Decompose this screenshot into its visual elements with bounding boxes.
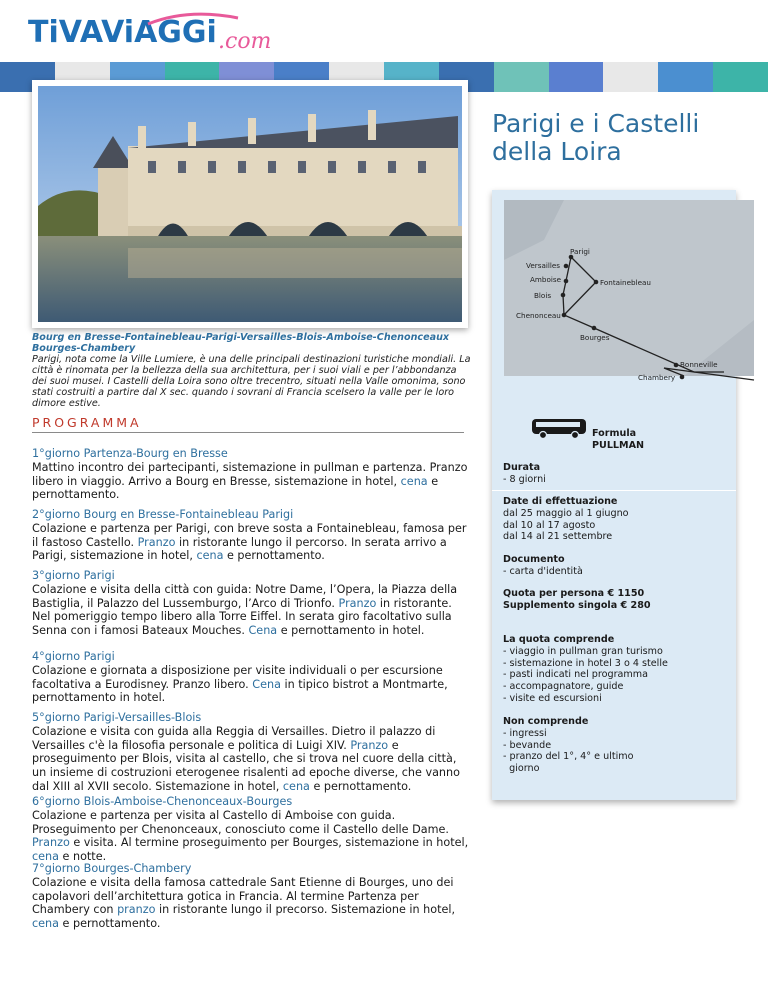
date-item: dal 25 maggio al 1 giugno [503, 507, 629, 519]
day-text: e pernottamento. [309, 779, 412, 793]
color-band-segment [658, 62, 713, 92]
comprende-item: - viaggio in pullman gran turismo [503, 645, 663, 657]
map-label-fontainebleau: Fontainebleau [600, 278, 651, 287]
day-description [32, 522, 472, 563]
tivaviaggi-logo [28, 8, 288, 54]
meal-highlight: cena [196, 549, 224, 563]
programma-heading: PROGRAMMA [32, 415, 142, 430]
day-description [32, 664, 472, 705]
sidebar-divider [492, 490, 736, 491]
bus-icon [530, 416, 588, 440]
date-label: Date di effettuazione [503, 496, 618, 507]
non-comprende-item: - ingressi [503, 727, 547, 739]
day-text: Colazione e giornata a disposizione per visite individuali o per escursione facoltativa a Eurodisney. Pranzo libero. [32, 663, 443, 691]
program-day [32, 650, 472, 705]
programma-divider [32, 432, 464, 433]
map-label-bourges: Bourges [580, 333, 610, 342]
non-comprende-item: giorno [503, 763, 540, 775]
non-comprende-item: - pranzo del 1°, 4° e ultimo [503, 751, 634, 763]
meal-highlight: cena [32, 850, 59, 864]
day-title: 7°giorno Bourges-Chambery [32, 862, 192, 875]
day-text: e pernottamento in hotel. [277, 624, 425, 638]
day-text: e pernottamento. [58, 917, 161, 931]
comprende-item: - sistemazione in hotel 3 o 4 stelle [503, 657, 668, 669]
map-label-bonneville: Bonneville [680, 360, 718, 369]
day-title: 2°giorno Bourg en Bresse-Fontainebleau Parigi [32, 508, 294, 521]
page-title: Parigi e i Castelli della Loira [492, 109, 700, 166]
meal-highlight: Cena [248, 624, 278, 638]
map-label-parigi: Parigi [570, 247, 590, 256]
day-description [32, 725, 472, 794]
formula-line2: PULLMAN [592, 439, 645, 451]
map-label-versailles: Versailles [526, 261, 561, 270]
durata-value: - 8 giorni [503, 473, 546, 485]
chateau-photo [32, 80, 468, 328]
meal-highlight: Pranzo [32, 836, 70, 850]
program-day [32, 569, 472, 638]
day-title: 5°giorno Parigi-Versailles-Blois [32, 711, 202, 724]
day-text: Colazione e visita della famosa cattedrale Sant Etienne di Bourges, uno dei capolavori dell’architettura gotica in Francia. Al termine Partenza per Chambery con [32, 875, 454, 917]
date-item: dal 14 al 21 settembre [503, 531, 613, 543]
day-title: 6°giorno Blois-Amboise-Chenonceaux-Bourges [32, 795, 293, 808]
comprende-item: - accompagnatore, guide [503, 681, 624, 693]
quota-text: Quota per persona € 1150 [503, 588, 645, 599]
color-band-segment [603, 62, 658, 92]
meal-highlight: Pranzo [338, 596, 377, 610]
day-text: Colazione e visita con guida alla Reggia di Versailles. Dietro il palazzo di Versailles c'è la filosofia personale e politica di Luigi XIV. [32, 724, 436, 752]
meal-highlight: Pranzo [350, 738, 389, 752]
day-text: in tipico bistrot a Montmarte, pernottamento in hotel. [32, 677, 448, 705]
meal-highlight: cena [400, 474, 428, 488]
meal-highlight: pranzo [117, 903, 156, 917]
day-title: 3°giorno Parigi [32, 569, 115, 582]
supplemento-text: Supplemento singola € 280 [503, 599, 651, 611]
map-label-chenonceau: Chenonceau [516, 311, 561, 320]
day-text: e notte. [58, 850, 107, 864]
day-description [32, 809, 472, 864]
non-comprende-item: - bevande [503, 739, 552, 751]
day-text: in ristorante. Nel pomeriggio tempo libero alla Torre Eiffel. In serata giro facoltativo sulla Senna con i famosi Bateaux Mouches. [32, 596, 452, 638]
logo-suffix-text: .com [218, 29, 272, 54]
comprende-item: - pasti indicati nel programma [503, 669, 648, 681]
map-label-amboise: Amboise [530, 275, 562, 284]
date-item: dal 10 al 17 agosto [503, 519, 596, 531]
non-comprende-label: Non comprende [503, 716, 589, 727]
documento-label: Documento [503, 554, 565, 565]
day-text: Colazione e partenza per Parigi, con breve sosta a Fontainebleau, famosa per il fastoso Castello. [32, 521, 467, 549]
program-day [32, 862, 472, 931]
day-text: in ristorante lungo il precorso. Sistemazione in hotel, [155, 903, 456, 917]
map-label-chambery: Chambery [638, 373, 676, 382]
day-text: e proseguimento per Blois, visita al castello, che si trova nel cuore della città, un insieme di costruzioni eterogenee risalenti ad epoche diverse, che vanno dal XIII al XVII secolo. Sistemazione in hotel, [32, 738, 460, 793]
day-description [32, 583, 472, 638]
day-text: e visita. Al termine proseguimento per Bourges, sistemazione in hotel, [69, 836, 469, 850]
logo-main-text: TiVAViAGGi [28, 15, 217, 50]
meal-highlight: cena [282, 779, 310, 793]
formula-line1: Formula [592, 428, 637, 439]
route-map [504, 200, 754, 382]
intro-text: Parigi, nota come la Ville Lumiere, è una delle principali destinazioni turistiche mondiali. La città è rinomata per la bellezza della sua architettura, per i suoi viali e per l’abbondanza dei suoi musei. I Castelli della Loira sono oltre trecentro, situati nella Valle omonima, sono stati costruiti a partire dal X sec. quando i sovrani di Francia scelsero la valle per le loro dimore estive. [32, 354, 471, 409]
program-day [32, 795, 472, 864]
color-band-segment [494, 62, 549, 92]
price-block [503, 588, 733, 612]
day-text: e pernottamento. [223, 549, 325, 563]
day-description [32, 461, 472, 502]
formula-label [592, 428, 644, 451]
day-title: 4°giorno Parigi [32, 650, 115, 663]
program-day [32, 711, 472, 794]
program-day [32, 447, 472, 502]
durata-block [503, 462, 733, 486]
day-title: 1°giorno Partenza-Bourg en Bresse [32, 447, 228, 460]
day-text: Colazione e visita della città con guida: Notre Dame, l’Opera, la Piazza della Bastiglia, il Palazzo del Lussemburgo, l’Arco di Trionfo. [32, 582, 458, 610]
day-text: Colazione e partenza per visita al Castello di Amboise con guida. Proseguimento per Chenonceaux, conosciuto come il Castello delle Dame. [32, 808, 449, 836]
meal-highlight: cena [32, 917, 59, 931]
color-band-segment [713, 62, 768, 92]
program-day [32, 508, 472, 563]
route-text: Bourg en Bresse-Fontainebleau-Parigi-Versailles-Blois-Amboise-Chenonceaux Bourges-Chambery [32, 332, 450, 354]
date-block [503, 496, 733, 543]
color-band-segment [549, 62, 604, 92]
map-label-blois: Blois [534, 291, 552, 300]
meal-highlight: Pranzo [137, 535, 176, 549]
day-text: e pernottamento. [32, 474, 439, 502]
comprende-block [503, 634, 733, 705]
comprende-item: - visite ed escursioni [503, 692, 602, 704]
durata-label: Durata [503, 462, 541, 473]
day-text: Mattino incontro dei partecipanti, sistemazione in pullman e partenza. Pranzo libero in viaggio. Arrivo a Bourg en Bresse, sistemazione in hotel, [32, 460, 468, 488]
comprende-label: La quota comprende [503, 634, 615, 645]
documento-block [503, 554, 733, 578]
day-text: in ristorante lungo il percorso. In serata arrivo a Parigi, sistemazione in hotel, [32, 535, 447, 563]
documento-value: - carta d'identità [503, 565, 583, 577]
meal-highlight: Cena [252, 677, 281, 691]
day-description [32, 876, 472, 931]
non-comprende-block [503, 716, 733, 775]
